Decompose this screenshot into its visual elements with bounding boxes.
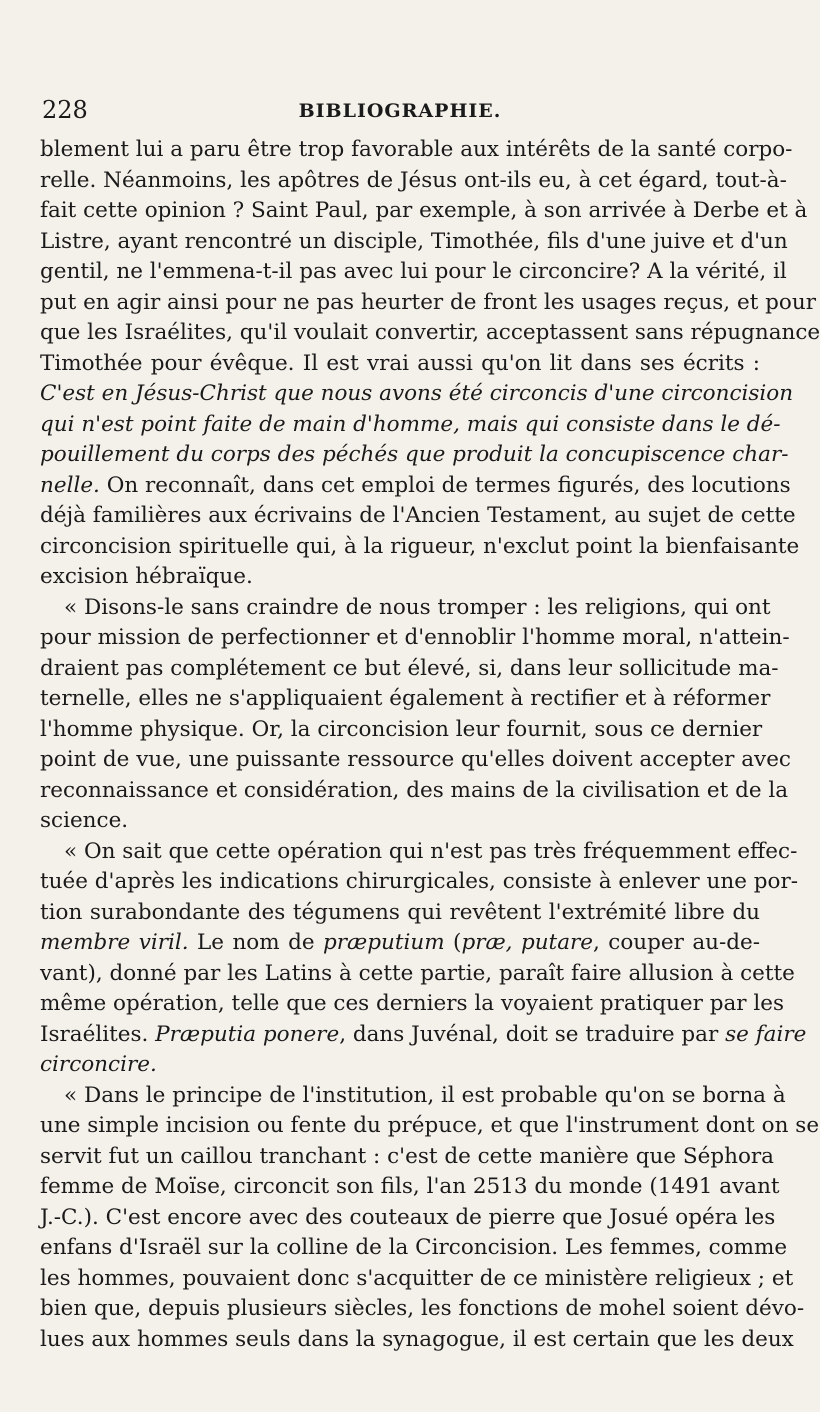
text-line: gentil, ne l'emmena-t-il pas avec lui pour le circoncire? A la vérité, il xyxy=(40,259,787,284)
text-line: Listre, ayant rencontré un disciple, Timothée, fils d'une juive et d'un xyxy=(40,228,788,254)
text-line: Timothée pour évêque. Il est vrai aussi qu'on lit dans ses écrits : xyxy=(40,350,760,376)
page-header xyxy=(40,96,760,130)
text-line: femme de Moïse, circoncit son fils, l'an 2513 du monde (1491 avant xyxy=(40,1174,780,1199)
text-line: pour mission de perfectionner et d'ennoblir l'homme moral, n'attein- xyxy=(40,625,790,650)
text-line: tion surabondante des tégumens qui revêtent l'extrémité libre du xyxy=(40,899,760,925)
page-number: 228 xyxy=(42,96,88,124)
text-line: blement lui a paru être trop favorable aux intérêts de la santé corpo- xyxy=(40,137,793,162)
text-line: Israélites. Præputia ponere, dans Juvénal, doit se traduire par se faire xyxy=(40,1021,807,1047)
text-line: qui n'est point faite de main d'homme, mais qui consiste dans le dé- xyxy=(40,411,781,437)
text-line: tuée d'après les indications chirurgicales, consiste à enlever une por- xyxy=(40,869,799,894)
text-line: fait cette opinion ? Saint Paul, par exemple, à son arrivée à Derbe et à xyxy=(40,198,808,223)
running-title: BIBLIOGRAPHIE. xyxy=(298,100,502,122)
text-line: circoncire. xyxy=(40,1052,157,1077)
text-line: les hommes, pouvaient donc s'acquitter de ce ministère religieux ; et xyxy=(40,1265,794,1291)
text-line: nelle. On reconnaît, dans cet emploi de termes figurés, des locutions xyxy=(40,472,791,498)
text-line: vant), donné par les Latins à cette partie, paraît faire allusion à cette xyxy=(40,960,795,986)
text-line: « Dans le principe de l'institution, il est probable qu'on se borna à xyxy=(64,1082,786,1108)
text-line: « Disons-le sans craindre de nous tromper : les religions, qui ont xyxy=(64,594,771,620)
text-line: science. xyxy=(40,808,129,833)
text-line: excision hébraïque. xyxy=(40,564,253,589)
text-line: ternelle, elles ne s'appliquaient également à rectifier et à réformer xyxy=(40,686,771,711)
text-line: déjà familières aux écrivains de l'Ancien Testament, au sujet de cette xyxy=(40,503,796,528)
text-line: enfans d'Israël sur la colline de la Circoncision. Les femmes, comme xyxy=(40,1235,788,1260)
text-line: draient pas complétement ce but élevé, si, dans leur sollicitude ma- xyxy=(40,655,779,681)
text-line: C'est en Jésus-Christ que nous avons été circoncis d'une circoncision xyxy=(40,381,794,406)
text-line: bien que, depuis plusieurs siècles, les fonctions de mohel soient dévo- xyxy=(40,1296,805,1321)
text-line: « On sait que cette opération qui n'est pas très fréquemment effec- xyxy=(64,838,798,864)
text-line: relle. Néanmoins, les apôtres de Jésus ont-ils eu, à cet égard, tout-à- xyxy=(40,167,787,193)
text-line: servit fut un caillou tranchant : c'est de cette manière que Séphora xyxy=(40,1143,775,1169)
text-line: lues aux hommes seuls dans la synagogue, il est certain que les deux xyxy=(40,1326,794,1352)
text-line: même opération, telle que ces derniers la voyaient pratiquer par les xyxy=(40,991,785,1016)
text-line: put en agir ainsi pour ne pas heurter de front les usages reçus, et pour xyxy=(40,289,816,315)
text-line: membre viril. Le nom de præputium (præ, putare, couper au-de- xyxy=(40,930,761,955)
text-line: reconnaissance et considération, des mains de la civilisation et de la xyxy=(40,777,789,803)
text-line: pouillement du corps des péchés que produit la concupiscence char- xyxy=(40,442,789,467)
body-text xyxy=(40,135,820,1355)
text-line: J.-C.). C'est encore avec des couteaux de pierre que Josué opéra les xyxy=(40,1204,776,1230)
text-line: que les Israélites, qu'il voulait convertir, acceptassent sans répugnance xyxy=(40,320,820,345)
text-line: une simple incision ou fente du prépuce, et que l'instrument dont on se xyxy=(40,1113,820,1138)
text-line: circoncision spirituelle qui, à la rigueur, n'exclut point la bienfaisante xyxy=(40,533,800,559)
text-line: l'homme physique. Or, la circoncision leur fournit, sous ce dernier xyxy=(40,716,763,742)
text-line: point de vue, une puissante ressource qu'elles doivent accepter avec xyxy=(40,747,791,772)
